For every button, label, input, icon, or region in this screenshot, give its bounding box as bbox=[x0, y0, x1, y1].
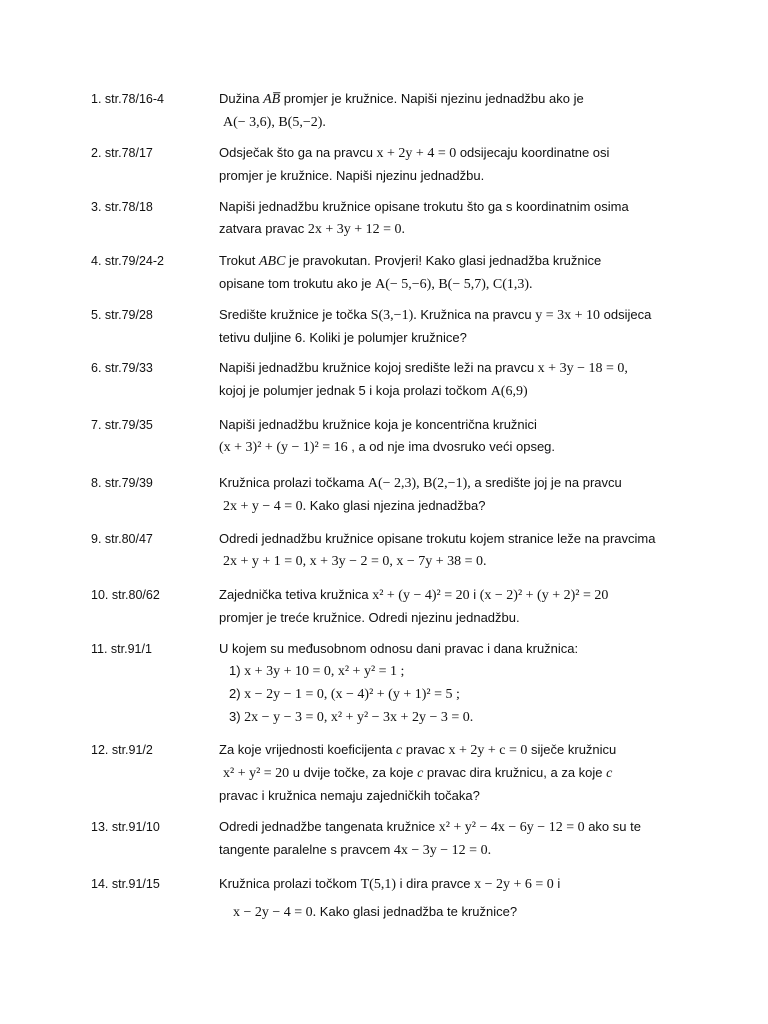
problem-line bbox=[219, 327, 709, 349]
problem-line bbox=[219, 839, 709, 862]
text-span: Središte kružnice je točka bbox=[219, 307, 371, 322]
problem-text bbox=[219, 414, 709, 459]
problem-number: 6. str.79/33 bbox=[91, 361, 153, 375]
problem-line bbox=[219, 762, 709, 785]
text-span: kojoj je polumjer jednak 5 i koja prolazi točkom bbox=[219, 383, 491, 398]
problem-text bbox=[219, 584, 709, 629]
math-span: x + 2y + 4 = 0 bbox=[376, 146, 457, 161]
problem-line bbox=[219, 436, 709, 459]
text-span: pravac bbox=[402, 742, 449, 757]
text-span: Kako glasi njezina jednadžba? bbox=[306, 498, 486, 513]
problem-line bbox=[219, 607, 709, 629]
text-span: 3) bbox=[229, 709, 245, 724]
problem-line bbox=[219, 111, 709, 134]
math-span: c bbox=[417, 766, 424, 781]
math-span: A(6,9) bbox=[490, 384, 528, 399]
problem-line bbox=[219, 660, 709, 683]
math-span: (x − 2)² + (y + 2)² = 20 bbox=[479, 588, 609, 603]
math-span: x + 2y + c = 0 bbox=[448, 743, 528, 758]
text-span: Odsječak što ga na pravcu bbox=[219, 145, 377, 160]
math-span: 2x + 3y + 12 = 0. bbox=[307, 222, 406, 237]
text-span: Odredi jednadžbu kružnice opisane trokutu kojem stranice leže na pravcima bbox=[219, 531, 656, 546]
problem-line bbox=[219, 528, 709, 550]
text-span: odsijecaju koordinatne osi bbox=[456, 145, 610, 160]
text-span: Kružnica na pravcu bbox=[416, 307, 536, 322]
problem-line bbox=[219, 816, 709, 839]
math-span: c bbox=[396, 743, 403, 758]
problem-line bbox=[219, 584, 709, 607]
problem-text bbox=[219, 739, 709, 807]
text-span: odsijeca bbox=[600, 307, 652, 322]
text-span: tangente paralelne s pravcem bbox=[219, 842, 394, 857]
math-span: x − 2y − 1 = 0, (x − 4)² + (y + 1)² = 5 ; bbox=[244, 687, 460, 702]
math-span: x + 3y + 10 = 0, x² + y² = 1 ; bbox=[244, 664, 405, 679]
problem-line bbox=[219, 380, 709, 403]
problem-line bbox=[219, 901, 709, 924]
problem-number: 8. str.79/39 bbox=[91, 476, 153, 490]
problem-number: 13. str.91/10 bbox=[91, 820, 160, 834]
text-span: i bbox=[469, 587, 480, 602]
problem-number: 7. str.79/35 bbox=[91, 418, 153, 432]
math-span: c bbox=[606, 766, 613, 781]
problem-number: 12. str.91/2 bbox=[91, 743, 153, 757]
problem-text bbox=[219, 196, 709, 241]
text-span: u dvije točke, za koje bbox=[289, 765, 418, 780]
text-span: U kojem su međusobnom odnosu dani pravac i dana kružnica: bbox=[219, 641, 579, 656]
math-span: x + 3y − 18 = 0, bbox=[537, 361, 628, 376]
text-span: pravac dira kružnicu, a za koje bbox=[423, 765, 607, 780]
text-span: promjer je kružnice. Napiši njezinu jednadžbu. bbox=[219, 168, 485, 183]
text-span: Kako glasi jednadžba te kružnice? bbox=[316, 904, 518, 919]
problem-line bbox=[219, 873, 709, 896]
math-span: ABC bbox=[258, 254, 286, 269]
problem-line bbox=[219, 357, 709, 380]
text-span: siječe kružnicu bbox=[527, 742, 617, 757]
problem-number: 4. str.79/24-2 bbox=[91, 254, 164, 268]
math-span: x − 2y − 4 = 0. bbox=[233, 905, 317, 920]
problem-number: 5. str.79/28 bbox=[91, 308, 153, 322]
problem-text bbox=[219, 142, 709, 187]
math-span: 2x + y − 4 = 0. bbox=[223, 499, 307, 514]
problem-text bbox=[219, 88, 709, 134]
text-span: Dužina bbox=[219, 91, 264, 106]
problem-number: 9. str.80/47 bbox=[91, 532, 153, 546]
text-span: 2) bbox=[229, 686, 245, 701]
math-span: S(3,−1). bbox=[370, 308, 417, 323]
problem-text bbox=[219, 304, 709, 349]
problem-text bbox=[219, 873, 709, 924]
problem-line bbox=[219, 304, 709, 327]
problem-line bbox=[219, 218, 709, 241]
math-span: T(5,1) bbox=[360, 877, 397, 892]
problem-line bbox=[219, 88, 709, 111]
text-span: tetivu duljine 6. Koliki je polumjer kružnice? bbox=[219, 330, 467, 345]
text-span: i dira pravce bbox=[396, 876, 475, 891]
problem-line bbox=[219, 706, 709, 729]
problem-number: 11. str.91/1 bbox=[91, 642, 152, 656]
math-span: x² + (y − 4)² = 20 bbox=[372, 588, 470, 603]
math-span: x² + y² = 20 bbox=[223, 766, 290, 781]
text-span: Napiši jednadžbu kružnice opisane trokutu što ga s koordinatnim osima bbox=[219, 199, 629, 214]
math-span: x − 2y + 6 = 0 bbox=[474, 877, 554, 892]
problem-line bbox=[219, 550, 709, 573]
problem-line bbox=[219, 165, 709, 187]
problem-text bbox=[219, 250, 709, 296]
problem-line bbox=[219, 785, 709, 807]
problem-text bbox=[219, 472, 709, 518]
problem-line bbox=[219, 273, 709, 296]
text-span: a središte joj je na pravcu bbox=[470, 475, 622, 490]
text-span: zatvara pravac bbox=[219, 221, 308, 236]
text-span: Kružnica prolazi točkama bbox=[219, 475, 368, 490]
text-span: Za koje vrijednosti koeficijenta bbox=[219, 742, 397, 757]
problem-text bbox=[219, 816, 709, 862]
text-span: 1) bbox=[229, 663, 245, 678]
math-span: y = 3x + 10 bbox=[535, 308, 601, 323]
math-span: (x + 3)² + (y − 1)² = 16 bbox=[219, 440, 348, 455]
text-span: Trokut bbox=[219, 253, 259, 268]
problem-text bbox=[219, 638, 709, 729]
math-span: 4x − 3y − 12 = 0. bbox=[393, 843, 492, 858]
problem-line bbox=[219, 683, 709, 706]
problem-line bbox=[219, 472, 709, 495]
problem-number: 14. str.91/15 bbox=[91, 877, 160, 891]
text-span: Odredi jednadžbe tangenata kružnice bbox=[219, 819, 439, 834]
text-span: Napiši jednadžbu kružnice koja je koncentrična kružnici bbox=[219, 417, 537, 432]
problem-line bbox=[219, 739, 709, 762]
text-span: opisane tom trokutu ako je bbox=[219, 276, 376, 291]
math-span: A(− 5,−6), B(− 5,7), C(1,3). bbox=[375, 277, 533, 292]
text-span: ako su te bbox=[584, 819, 641, 834]
text-span: pravac i kružnica nemaju zajedničkih točaka? bbox=[219, 788, 480, 803]
text-span: Napiši jednadžbu kružnice kojoj središte leži na pravcu bbox=[219, 360, 538, 375]
math-span: AB̅̅ bbox=[263, 92, 281, 107]
problem-line bbox=[219, 495, 709, 518]
problem-line bbox=[219, 250, 709, 273]
text-span: Zajednička tetiva kružnica bbox=[219, 587, 373, 602]
problem-text bbox=[219, 528, 709, 573]
problem-line bbox=[219, 638, 709, 660]
math-span: 2x + y + 1 = 0, x + 3y − 2 = 0, x − 7y + 38 = 0. bbox=[223, 554, 487, 569]
text-span: i bbox=[553, 876, 561, 891]
math-span: A(− 3,6), B(5,−2). bbox=[223, 115, 326, 130]
math-span: A(− 2,3), B(2,−1), bbox=[367, 476, 471, 491]
math-span: x² + y² − 4x − 6y − 12 = 0 bbox=[438, 820, 585, 835]
problem-number: 3. str.78/18 bbox=[91, 200, 153, 214]
text-span: , a od nje ima dvosruko veći opseg. bbox=[347, 439, 556, 454]
text-span: promjer je treće kružnice. Odredi njezinu jednadžbu. bbox=[219, 610, 520, 625]
text-span: Kružnica prolazi točkom bbox=[219, 876, 361, 891]
problem-line bbox=[219, 196, 709, 218]
text-span: je pravokutan. Provjeri! Kako glasi jednadžba kružnice bbox=[285, 253, 602, 268]
problem-line bbox=[219, 142, 709, 165]
math-span: 2x − y − 3 = 0, x² + y² − 3x + 2y − 3 = 0. bbox=[244, 710, 474, 725]
problem-number: 10. str.80/62 bbox=[91, 588, 160, 602]
problem-number: 2. str.78/17 bbox=[91, 146, 153, 160]
problem-number: 1. str.78/16-4 bbox=[91, 92, 164, 106]
text-span: promjer je kružnice. Napiši njezinu jednadžbu ako je bbox=[280, 91, 584, 106]
problem-line bbox=[219, 414, 709, 436]
problem-text bbox=[219, 357, 709, 403]
